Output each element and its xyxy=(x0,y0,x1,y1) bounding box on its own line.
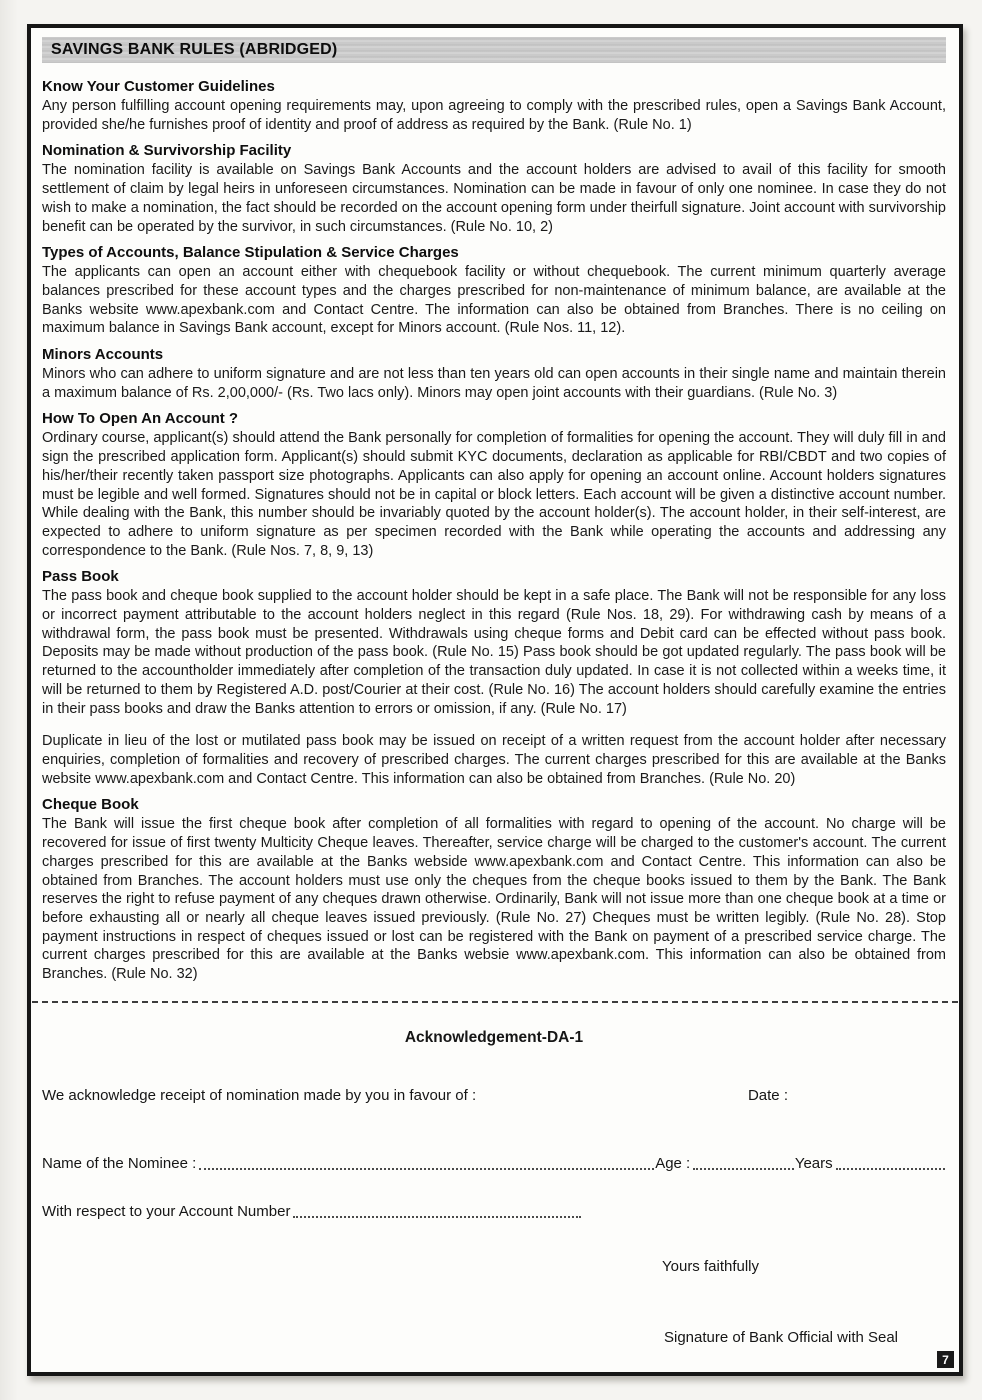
section-paragraph: Ordinary course, applicant(s) should attend the Bank personally for completion of formalities for opening the account. They will duly fill in and sign the prescribed application form. Applicant(s) should submit KYC documents, declaration as applicable for RBI/CBDT and two copies of his/her/their recently taken passport size photographs. Applicants can also apply for opening an account online. Account holders signatures must be legible and well formed. Signatures should not be in capital or block letters. Each account will be given a distinctive account number. While dealing with the Bank, this number should be invariably quoted by the account holder(s). The account holder, in their self-interest, are expected to adhere to uniform signature as per specimen recorded with the Bank while operating the accounts and addressing any correspondence to the Bank. (Rule Nos. 7, 8, 9, 13) xyxy=(42,430,946,559)
age-label: Age : xyxy=(655,1155,691,1172)
section-types-of-accounts xyxy=(42,243,946,338)
page-number: 7 xyxy=(937,1351,954,1368)
section-heading: Know Your Customer Guidelines xyxy=(42,78,275,95)
section-heading: Minors Accounts xyxy=(42,346,164,364)
page-title: SAVINGS BANK RULES (ABRIDGED) xyxy=(51,41,338,58)
section-heading: Cheque Book xyxy=(42,796,139,814)
years-fill-line xyxy=(836,1154,945,1170)
section-know-your-customer xyxy=(42,77,946,134)
section-pass-book xyxy=(42,567,946,788)
section-paragraph: The Bank will issue the first cheque book after completion of all formalities with regard to opening of the account. No charge will be recovered for issue of first twenty Multicity Cheque leaves. Thereafter, service charge will be charged to the customer's account. The current charges prescribed for this are available at the Banks webside www.apexbank.com and Contact Centre. This information can also be obtained from Branches. The account holders must use only the cheques from the cheque books issued to them by the Bank. The Bank reserves the right to refuse payment of any cheques drawn otherwise. Ordinarily, Bank will not issue more than one cheque book at a time or before exhausting all or nearly all cheque leaves issued previously. (Rule No. 27) Cheques must be written legibly. (Rule No. 28). Stop payment instructions in respect of cheques issued or lost can be registered with the Bank on payment of a prescribed service charge. The current charges prescribed for this are available at the Banks websie www.apexbank.com. This information can also be obtained from Branches. (Rule No. 32) xyxy=(42,816,946,983)
section-how-to-open-account xyxy=(42,409,946,560)
section-nomination-survivorship xyxy=(42,141,946,236)
account-label: With respect to your Account Number xyxy=(42,1203,291,1220)
section-heading: Pass Book xyxy=(42,568,119,586)
section-heading: How To Open An Account ? xyxy=(42,410,239,428)
section-paragraph: Duplicate in lieu of the lost or mutilated pass book may be issued on receipt of a written request from the account holder after necessary enquiries, completion of formalities and recovery of prescribed charges. The current charges prescribed for this are available at the Banks website www.apexbank.com and Contact Centre. This information can also be obtained from Branches. (Rule No. 20) xyxy=(42,733,946,787)
nominee-row xyxy=(42,1154,946,1172)
page-content xyxy=(31,28,959,1372)
nominee-label: Name of the Nominee : xyxy=(42,1155,197,1172)
account-fill-line xyxy=(293,1202,581,1218)
section-heading: Types of Accounts, Balance Stipulation & Service Charges xyxy=(42,244,459,262)
receipt-label: We acknowledge receipt of nomination made by you in favour of : xyxy=(42,1087,477,1104)
receipt-row xyxy=(42,1087,946,1104)
nominee-fill-line xyxy=(199,1154,654,1170)
acknowledgement-title: Acknowledgement-DA-1 xyxy=(404,1029,584,1046)
section-heading: Nomination & Survivorship Facility xyxy=(42,142,292,160)
date-label: Date : xyxy=(747,1087,788,1104)
signature-label: Signature of Bank Official with Seal xyxy=(664,1329,899,1346)
closing-text: Yours faithfully xyxy=(662,1258,760,1275)
section-paragraph: The applicants can open an account either with chequebook facility or without chequebook. The current minimum quarterly average balances prescribed for these account types and the charges prescribed for non-maintenance of minimum balance, are available at the Banks website www.apexbank.com and Contact Centre. The information can also be obtained from Branches. There is no ceiling on maximum balance in Savings Bank account, except for Minors account. (Rule Nos. 11, 12). xyxy=(42,264,946,337)
rules-body xyxy=(42,70,946,984)
section-cheque-book xyxy=(42,795,946,983)
acknowledgement-slip xyxy=(42,1001,946,1372)
section-paragraph: The pass book and cheque book supplied to the account holder should be kept in a safe place. The Bank will not be responsible for any loss or incorrect payment attributable to the account holders neglect in this regard (Rule Nos. 18, 29). For withdrawing cash by means of a withdrawal form, the pass book must be presented. Withdrawals using cheque forms and Debit card can be effected without pass book. Deposits may be made without production of the pass book. (Rule No. 15) Pass book should be got updated regularly. The pass book will be returned to the accountholder immediately after completion of the transaction duly updated. In case it is not collected within a weeks time, it will be returned to them by Registered A.D. post/Courier at their cost. (Rule No. 16) The account holders should carefully examine the entries in their pass books and draw the Banks attention to errors or omission, if any. (Rule No. 17) xyxy=(42,588,946,717)
tear-off-separator xyxy=(32,1001,958,1003)
section-paragraph: The nomination facility is available on Savings Bank Accounts and the account holders are advised to avail of this facility for smooth settlement of claim by legal heirs in unforeseen circumstances. Nomination can be made in favour of only one nominee. In case they do not wish to make a nomination, the fact should be recorded on the account opening form under theirfull signature. Joint account with survivorship benefit can be operated by the survivor, in such circumstances. (Rule No. 10, 2) xyxy=(42,162,946,235)
section-paragraph: Minors who can adhere to uniform signature and are not less than ten years old can open accounts in their single name and maintain therein a maximum balance of Rs. 2,00,000/- (Rs. Two lacs only). Minors may open joint accounts with their guardians. (Rule No. 3) xyxy=(42,366,946,401)
account-row xyxy=(42,1202,946,1220)
document-page xyxy=(27,24,963,1376)
years-label: Years xyxy=(794,1155,833,1172)
section-paragraph: Any person fulfilling account opening requirements may, upon agreeing to comply with the prescribed rules, open a Savings Bank Account, provided she/he furnishes proof of identity and proof of address as required by the Bank. (Rule No. 1) xyxy=(42,98,946,133)
age-fill-line xyxy=(693,1154,794,1170)
section-minors-accounts xyxy=(42,345,946,402)
title-bar xyxy=(42,37,946,63)
